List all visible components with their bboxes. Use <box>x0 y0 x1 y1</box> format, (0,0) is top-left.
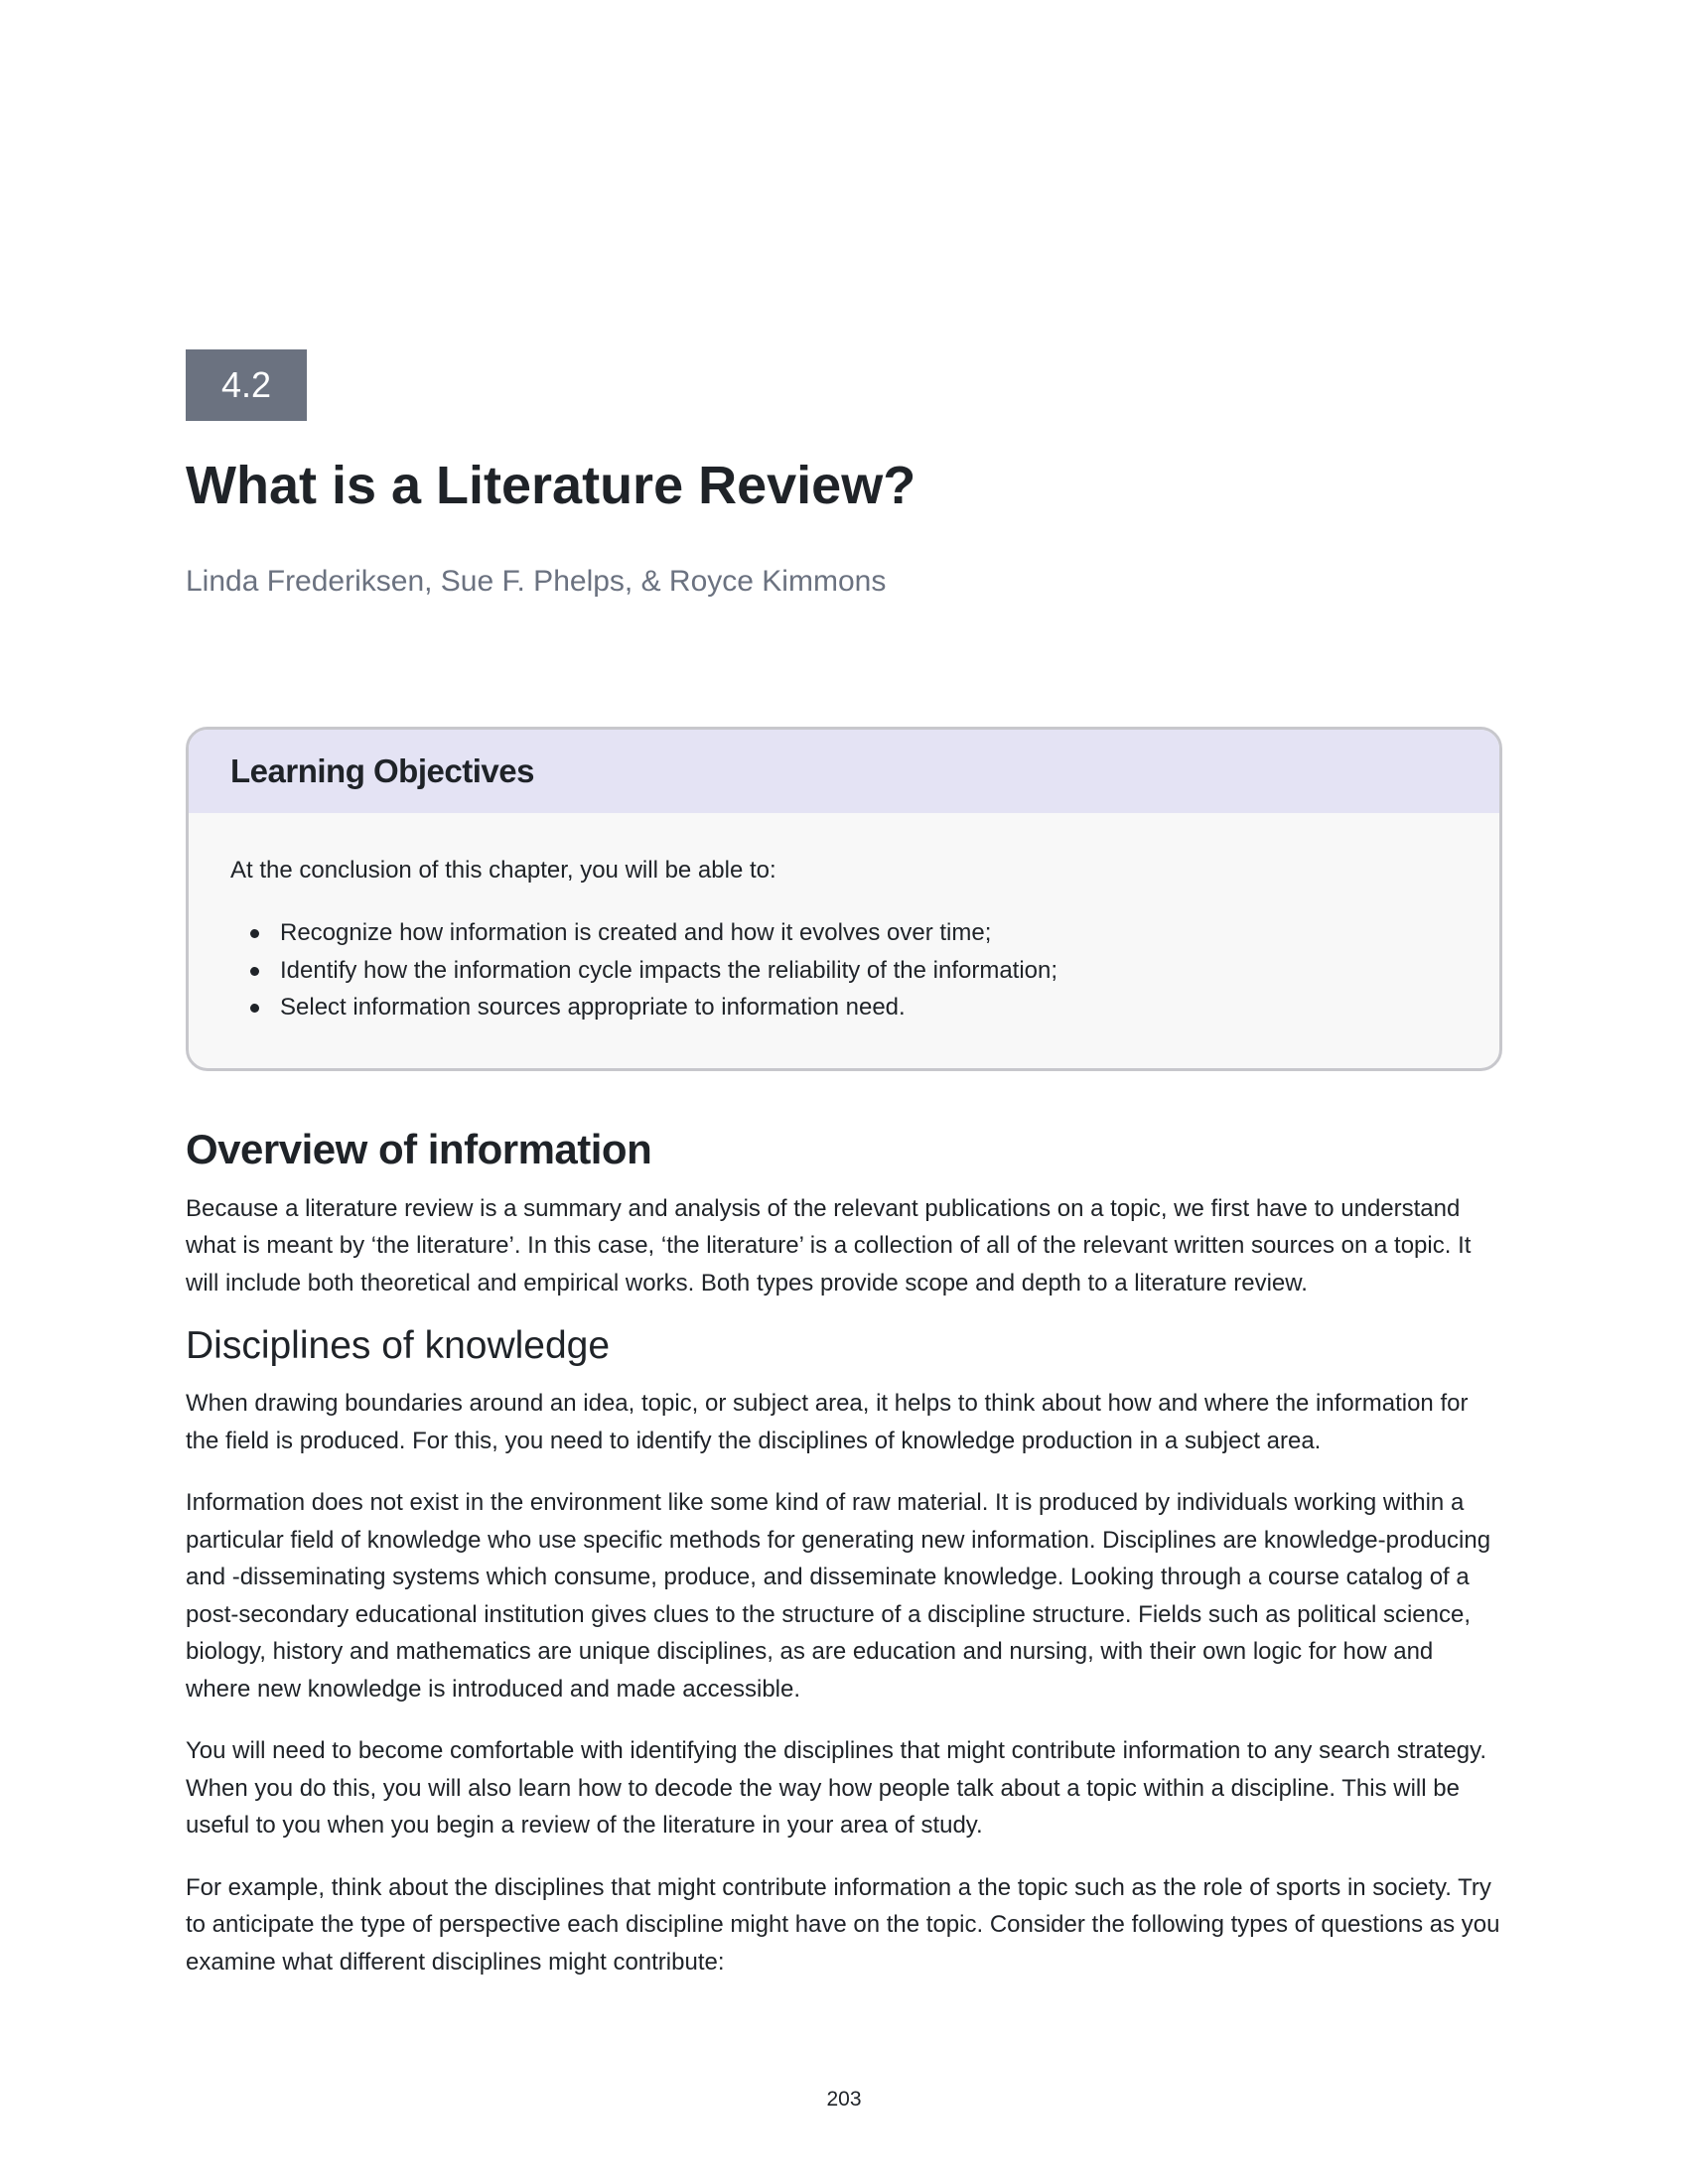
disciplines-paragraph-3: You will need to become comfortable with identifying the disciplines that might contribute information to any search strategy. When you do this, you will also learn how to decode the way how people talk about a topic within a discipline. This will be useful to you when you begin a review of the literature in your area of study. <box>186 1737 1487 1839</box>
overview-heading: Overview of information <box>186 1125 652 1172</box>
bullet-icon <box>250 1004 259 1013</box>
disciplines-heading: Disciplines of knowledge <box>186 1324 611 1367</box>
bullet-icon <box>250 929 259 938</box>
objective-text: Recognize how information is created and how it evolves over time; <box>280 919 992 946</box>
objective-text: Select information sources appropriate to information need. <box>280 994 906 1021</box>
learning-objectives-box <box>186 727 1502 1071</box>
learning-objectives-body <box>189 813 1499 1068</box>
page-content <box>186 349 1502 1980</box>
bullet-icon <box>250 967 259 976</box>
list-item <box>230 952 1458 990</box>
chapter-number-badge: 4.2 <box>186 349 307 421</box>
disciplines-paragraph-4: For example, think about the disciplines that might contribute information a the topic such as the role of sports in society. Try to anticipate the type of perspective each discipline might have on the topic. Consider the following types of questions as you examine what different disciplines might contribute: <box>186 1873 1500 1976</box>
learning-objectives-list <box>230 914 1458 1026</box>
overview-paragraph: Because a literature review is a summary and analysis of the relevant publications on a topic, we first have to understand what is meant by ‘the literature’. In this case, ‘the literature’ is a collection of all of the relevant written sources on a topic. It will include both theoretical and empirical works. Both types provide scope and depth to a literature review. <box>186 1194 1472 1297</box>
learning-objectives-intro: At the conclusion of this chapter, you will be able to: <box>230 857 776 884</box>
page-number: 203 <box>826 2088 862 2111</box>
list-item <box>230 914 1458 952</box>
objective-text: Identify how the information cycle impacts the reliability of the information; <box>280 956 1058 984</box>
list-item <box>230 989 1458 1026</box>
disciplines-paragraph-1: When drawing boundaries around an idea, topic, or subject area, it helps to think about how and where the information for the field is produced. For this, you need to identify the disciplines of knowledge production in a subject area. <box>186 1390 1469 1454</box>
learning-objectives-heading: Learning Objectives <box>189 730 1499 813</box>
chapter-title: What is a Literature Review? <box>186 456 916 515</box>
disciplines-paragraph-2: Information does not exist in the environment like some kind of raw material. It is produced by individuals working within a particular field of knowledge who use specific methods for generating new information. Disciplines are knowledge-producing and -disseminating systems which consume, produce, and disseminate knowledge. Looking through a course catalog of a post-secondary educational institution gives clues to the structure of a discipline structure. Fields such as political science, biology, history and mathematics are unique disciplines, as are education and nursing, with their own logic for how and where new knowledge is introduced and made accessible. <box>186 1489 1491 1703</box>
chapter-authors: Linda Frederiksen, Sue F. Phelps, & Royce Kimmons <box>186 565 887 598</box>
